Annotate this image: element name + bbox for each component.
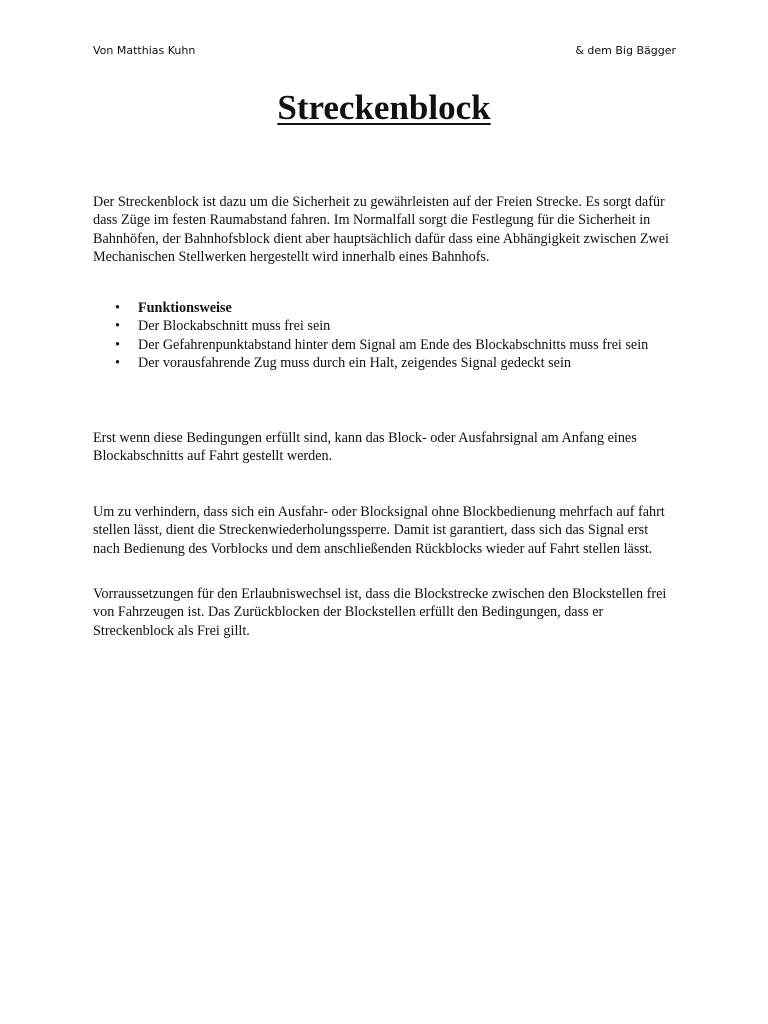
list-item (93, 336, 673, 354)
bullet-glyph: • (115, 354, 120, 371)
list-item-text: Der Gefahrenpunktabstand hinter dem Signal am Ende des Blockabschnitts muss frei sein (138, 336, 649, 353)
list-item-text: Funktionsweise (138, 300, 232, 316)
conditions-paragraph: Erst wenn diese Bedingungen erfüllt sind, kann das Block- oder Ausfahrsignal am Anfang eines Blockabschnitts auf Fahrt gestellt werden. (93, 430, 637, 465)
bullet-list (93, 299, 673, 372)
repeat-lock-paragraph: Um zu verhindern, dass sich ein Ausfahr- oder Blocksignal ohne Blockbedienung mehrfach auf fahrt stellen lässt, dient die Streckenwiederholungssperre. Damit ist garantiert, dass sich das Signal erst nach Bedienung des Vorblocks und dem anschließenden Rückblocks wieder auf Fahrt stellen lässt. (93, 504, 665, 557)
page-title: Streckenblock (277, 88, 491, 127)
list-item (93, 299, 673, 317)
list-item-text: Der vorausfahrende Zug muss durch ein Halt, zeigendes Signal gedeckt sein (138, 354, 571, 371)
list-item (93, 317, 673, 335)
bullet-glyph: • (115, 336, 120, 353)
bullet-glyph: • (115, 318, 120, 335)
list-item-text: Der Blockabschnitt muss frei sein (138, 318, 331, 335)
header-author: Von Matthias Kuhn (93, 44, 196, 57)
permission-change-paragraph: Vorraussetzungen für den Erlaubniswechsel ist, dass die Blockstrecke zwischen den Blockstellen frei von Fahrzeugen ist. Das Zurückblocken der Blockstellen erfüllt den Bedingungen, dass er Streckenblock als Frei gillt. (93, 586, 667, 639)
list-item (93, 354, 673, 372)
bullet-glyph: • (115, 300, 120, 316)
intro-paragraph: Der Streckenblock ist dazu um die Sicherheit zu gewährleisten auf der Freien Strecke. Es sorgt dafür dass Züge im festen Raumabstand fahren. Im Normalfall sorgt die Festlegung für die Sicherheit in Bahnhöfen, der Bahnhofsblock dient aber hauptsächlich dafür dass eine Abhängigkeit zwischen Zwei Mechanischen Stellwerken hergestellt wird innerhalb eines Bahnhofs. (93, 194, 669, 265)
header-coauthor: & dem Big Bägger (575, 44, 676, 57)
